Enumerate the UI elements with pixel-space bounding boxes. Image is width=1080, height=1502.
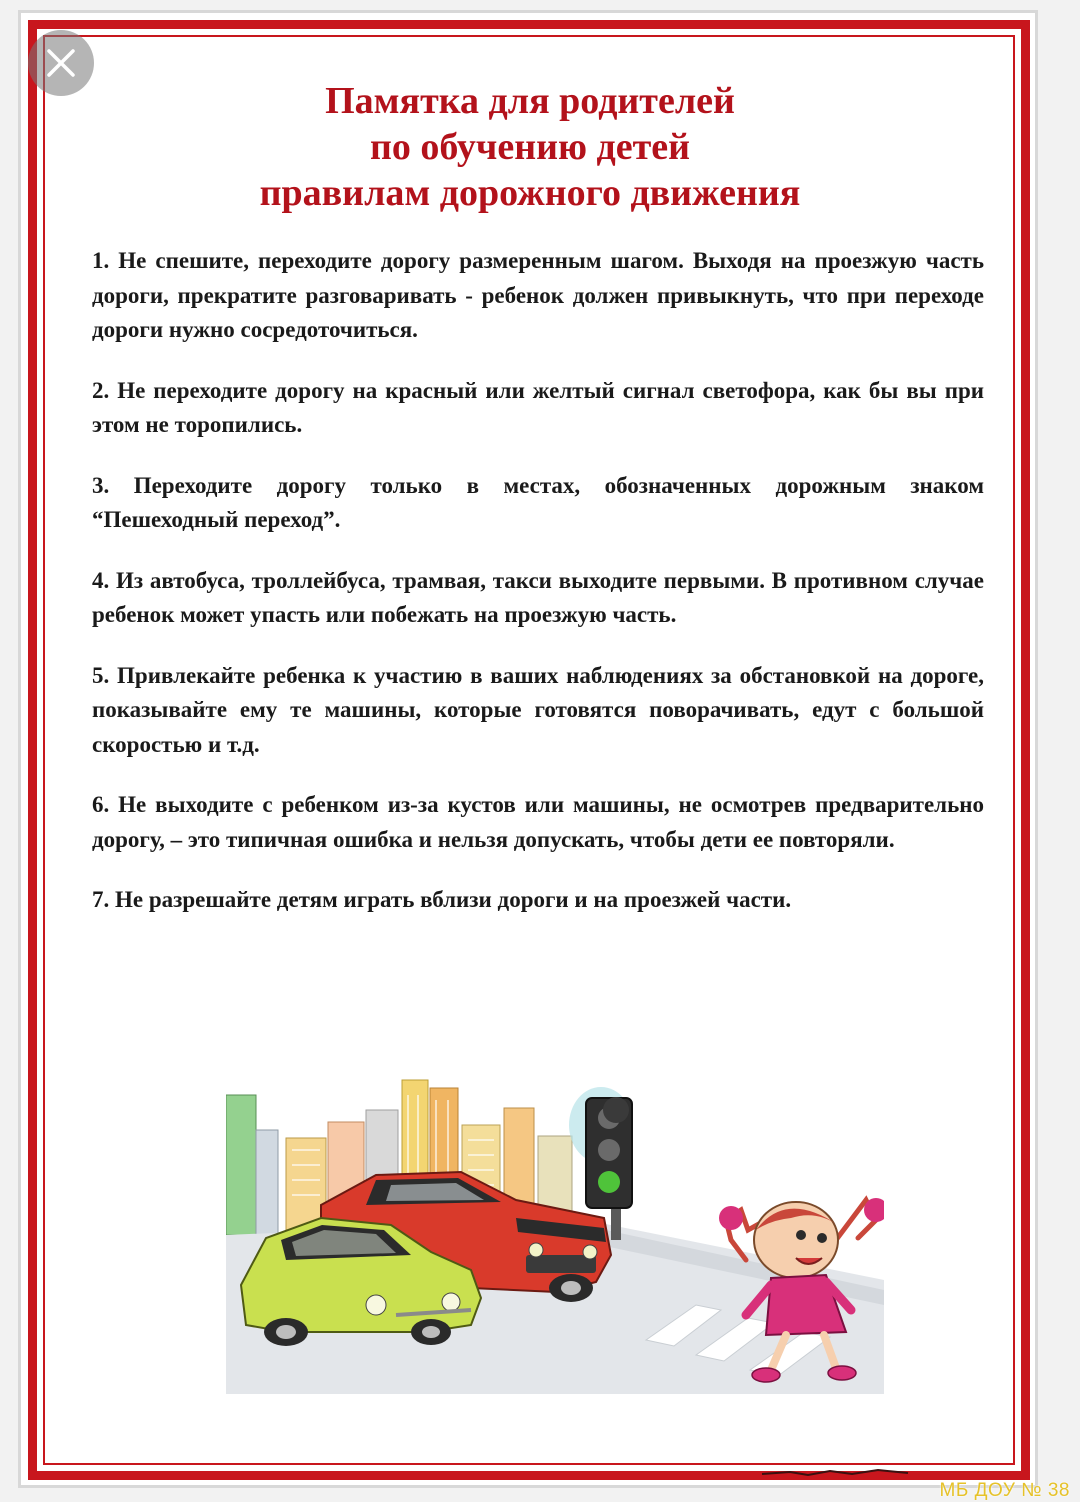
title-line-3: правилам дорожного движения — [259, 172, 801, 214]
rules-list — [92, 244, 984, 944]
rule-item-6: 6. Не выходите с ребенком из-за кустов или машины, не осмотрев предварительно дорогу, – это типичная ошибка и нельзя допускать, чтобы дети ее повторяли. — [92, 792, 984, 852]
rule-item-3: 3. Переходите дорогу только в местах, обозначенных дорожным знаком “Пешеходный переход”. — [92, 472, 984, 532]
rule-item-1: 1. Не спешите, переходите дорогу размеренным шагом. Выходя на проезжую часть дороги, прекратите разговаривать - ребенок должен привыкнуть, что при переходе дороги нужно сосредоточиться. — [92, 248, 984, 342]
rule-item-2: 2. Не переходите дорогу на красный или желтый сигнал светофора, как бы вы при этом не торопились. — [92, 377, 984, 437]
close-button[interactable] — [28, 30, 94, 96]
street-scene-image — [226, 1070, 884, 1394]
title-line-2: по обучению детей — [369, 126, 691, 168]
signature-scribble — [760, 1466, 910, 1478]
title-line-1: Памятка для родителей — [325, 80, 735, 122]
rule-item-7: 7. Не разрешайте детям играть вблизи дороги и на проезжей части. — [92, 887, 792, 912]
close-icon — [45, 47, 77, 79]
rule-item-5: 5. Привлекайте ребенка к участию в ваших наблюдениях за обстановкой на дороге, показывайте ему те машины, которые готовятся поворачивать, едут с большой скоростью и т.д. — [92, 662, 984, 757]
watermark-label: МБ ДОУ № 38 — [939, 1480, 1070, 1501]
rule-item-4: 4. Из автобуса, троллейбуса, трамвая, такси выходите первыми. В противном случае ребенок может упасть или побежать на проезжую часть. — [92, 567, 984, 627]
page-title — [60, 78, 1000, 216]
street-illustration — [226, 1070, 884, 1394]
